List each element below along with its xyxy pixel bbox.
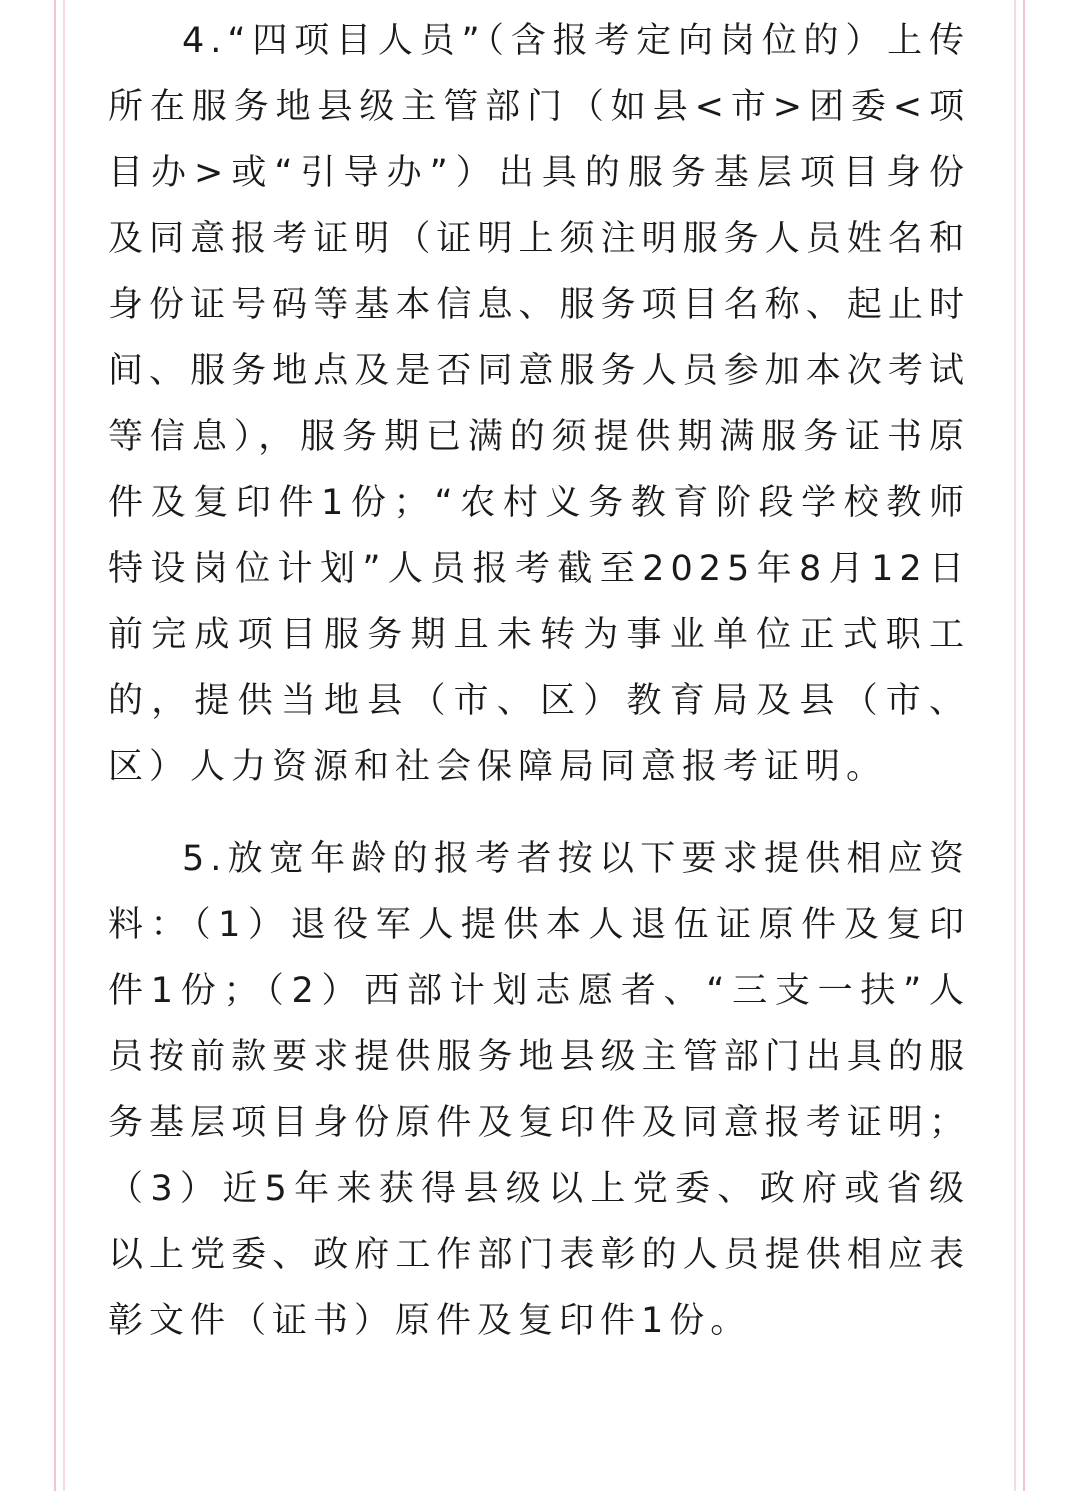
paragraph-item-5: 5.放宽年龄的报考者按以下要求提供相应资料：（1）退役军人提供本人退伍证原件及复印件1份；（2）西部计划志愿者、“三支一扶”人员按前款要求提供服务地县级主管部门出具的服务基层项目身份原件及复印件及同意报考证明；（3）近5年来获得县级以上党委、政府或省级以上党委、政府工作部门表彰的人员提供相应表彰文件（证书）原件及复印件1份。 [108, 839, 970, 1341]
paragraph-item-4: 4.“四项目人员”（含报考定向岗位的）上传所在服务地县级主管部门（如县<市>团委<项目办>或“引导办”）出具的服务基层项目身份及同意报考证明（证明上须注明服务人员姓名和身份证号码等基本信息、服务项目名称、起止时间、服务地点及是否同意服务人员参加本次考试等信息），服务期已满的须提供期满服务证书原件及复印件1份；“农村义务教育阶段学校教师特设岗位计划”人员报考截至2025年8月12日前完成项目服务期且未转为事业单位正式职工的，提供当地县（市、区）教育局及县（市、区）人力资源和社会保障局同意报考证明。 [108, 21, 970, 787]
document-body [108, 8, 970, 1354]
right-decorative-border [1014, 0, 1028, 1491]
left-decorative-border [54, 0, 68, 1491]
